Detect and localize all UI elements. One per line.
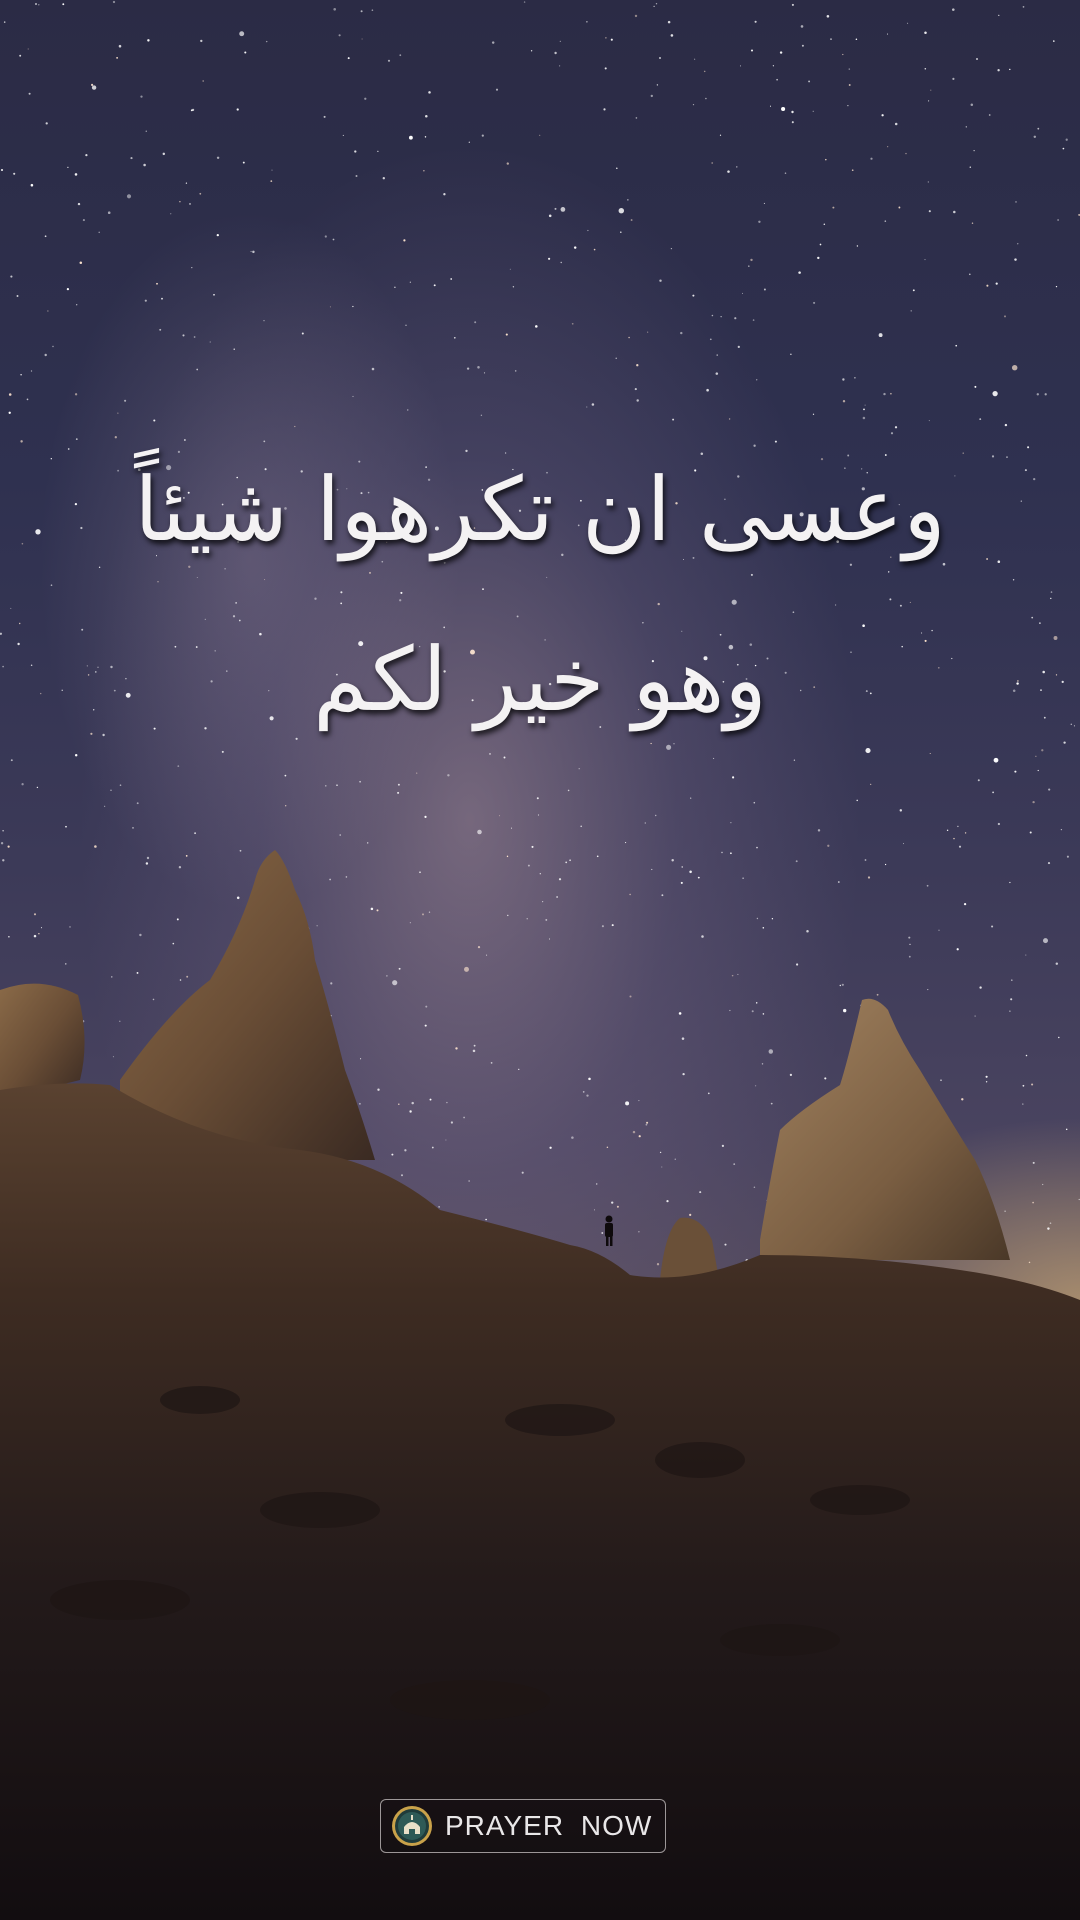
verse-line-2: وهو خير لكم — [313, 628, 767, 731]
pinnacle-right — [760, 999, 1010, 1260]
prayer-now-badge — [380, 1799, 666, 1853]
verse-line-1: وعسى ان تكرهوا شيئاً — [134, 458, 946, 561]
brand-name: PRAYER NOW — [445, 1810, 653, 1841]
boulder-left — [0, 984, 85, 1100]
person-silhouette — [605, 1216, 613, 1247]
mosque-logo-icon — [391, 1805, 433, 1847]
